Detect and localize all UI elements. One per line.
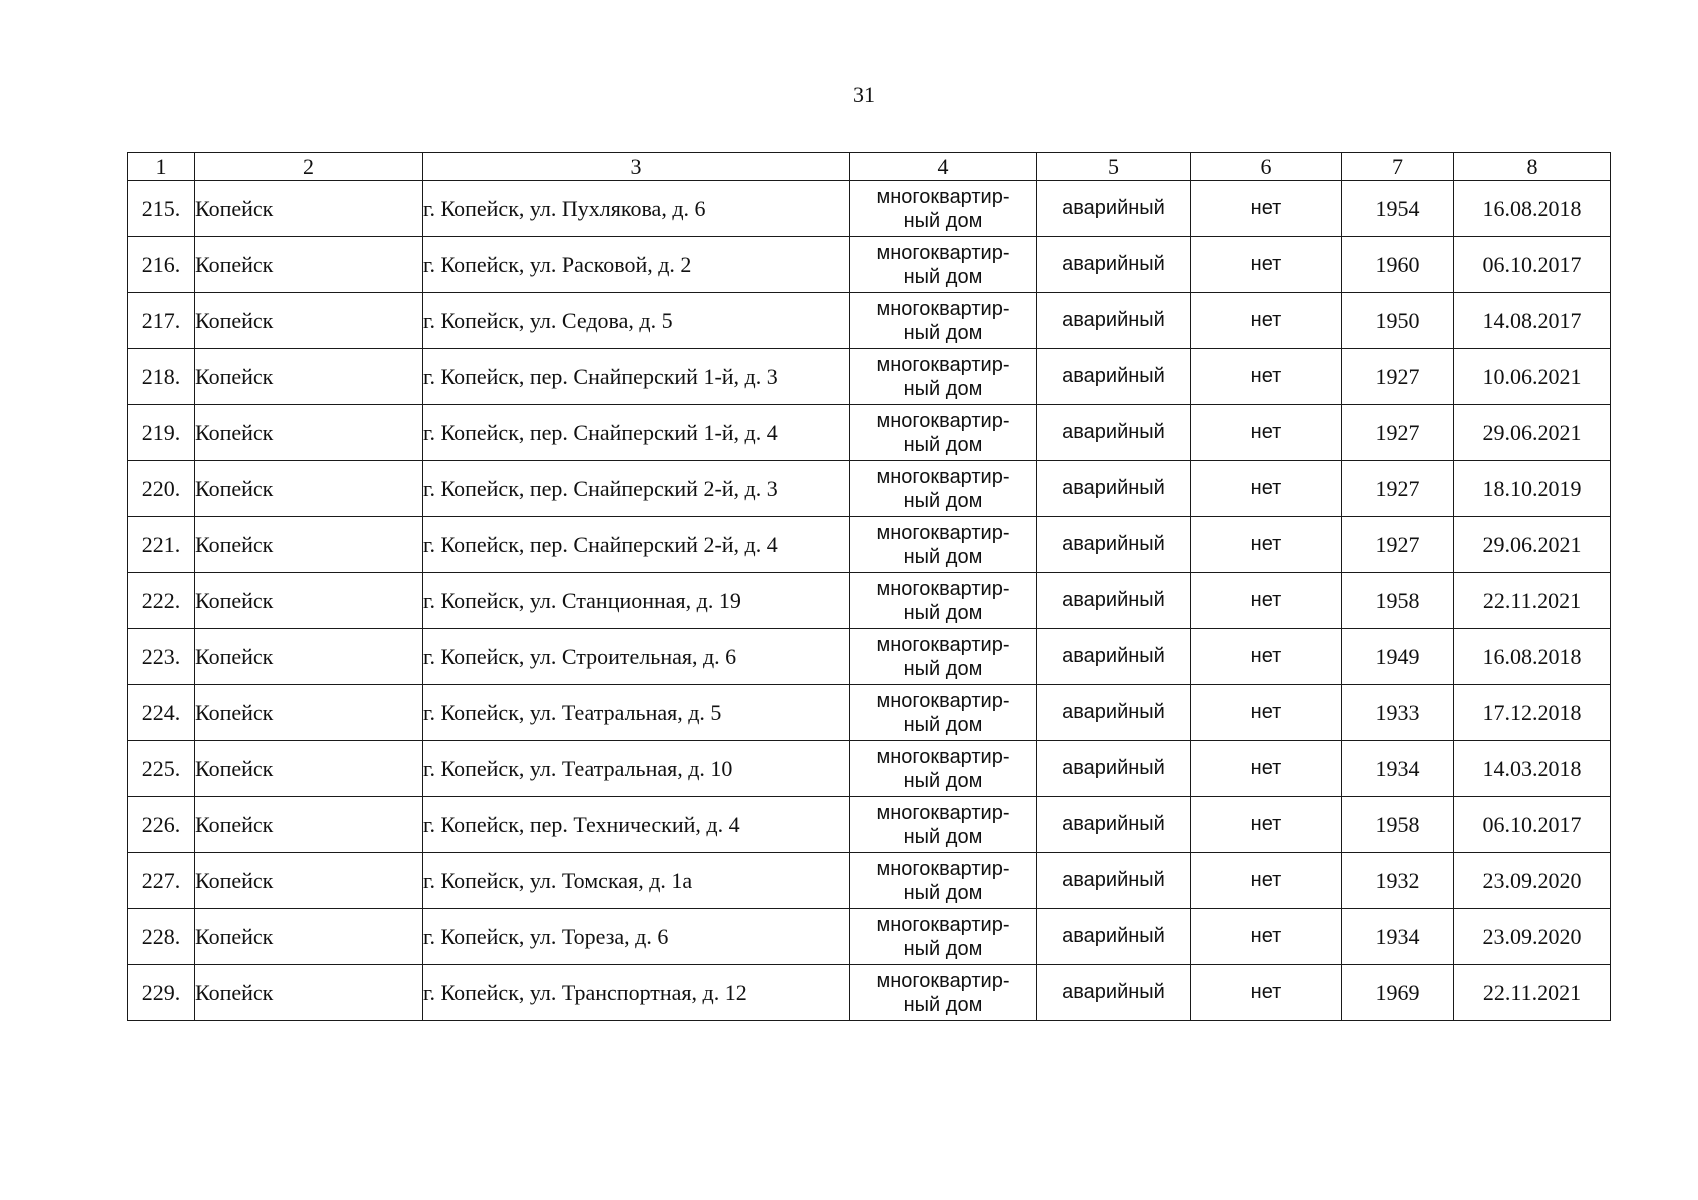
year-cell: 1954	[1342, 181, 1454, 237]
building-type-line: многоквартир-	[876, 857, 1010, 880]
city-cell: Копейск	[195, 965, 423, 1021]
city-cell: Копейск	[195, 909, 423, 965]
city-cell: Копейск	[195, 853, 423, 909]
condition-cell: аварийный	[1037, 293, 1191, 349]
year-cell: 1934	[1342, 741, 1454, 797]
address-cell: г. Копейск, ул. Расковой, д. 2	[423, 237, 850, 293]
building-type-line: многоквартир-	[876, 241, 1010, 264]
condition-cell: аварийный	[1037, 461, 1191, 517]
address-cell: г. Копейск, ул. Станционная, д. 19	[423, 573, 850, 629]
flag-cell: нет	[1191, 909, 1342, 965]
year-cell: 1927	[1342, 349, 1454, 405]
year-cell: 1960	[1342, 237, 1454, 293]
city-cell: Копейск	[195, 685, 423, 741]
flag-cell: нет	[1191, 685, 1342, 741]
building-type-line: ный дом	[903, 321, 983, 344]
address-cell: г. Копейск, пер. Технический, д. 4	[423, 797, 850, 853]
building-type-cell	[850, 181, 1037, 237]
date-cell: 10.06.2021	[1454, 349, 1611, 405]
year-cell: 1934	[1342, 909, 1454, 965]
table-row	[128, 797, 1611, 853]
building-type-line: ный дом	[903, 209, 983, 232]
column-header: 1	[128, 153, 195, 181]
table-row	[128, 909, 1611, 965]
building-type-line: ный дом	[903, 937, 983, 960]
date-cell: 22.11.2021	[1454, 573, 1611, 629]
building-type-cell	[850, 797, 1037, 853]
column-header: 2	[195, 153, 423, 181]
building-type-cell	[850, 741, 1037, 797]
date-cell: 06.10.2017	[1454, 797, 1611, 853]
address-cell: г. Копейск, ул. Седова, д. 5	[423, 293, 850, 349]
column-header: 6	[1191, 153, 1342, 181]
building-type-cell	[850, 461, 1037, 517]
year-cell: 1927	[1342, 405, 1454, 461]
row-number: 224.	[128, 685, 195, 741]
address-cell: г. Копейск, пер. Снайперский 1-й, д. 4	[423, 405, 850, 461]
building-type-line: многоквартир-	[876, 409, 1010, 432]
address-cell: г. Копейск, пер. Снайперский 2-й, д. 4	[423, 517, 850, 573]
date-cell: 18.10.2019	[1454, 461, 1611, 517]
table-row	[128, 965, 1611, 1021]
flag-cell: нет	[1191, 965, 1342, 1021]
address-cell: г. Копейск, ул. Строительная, д. 6	[423, 629, 850, 685]
table-row	[128, 349, 1611, 405]
building-type-line: ный дом	[903, 769, 983, 792]
column-header: 5	[1037, 153, 1191, 181]
building-type-cell	[850, 909, 1037, 965]
table-row	[128, 629, 1611, 685]
flag-cell: нет	[1191, 405, 1342, 461]
building-type-line: многоквартир-	[876, 969, 1010, 992]
building-type-cell	[850, 685, 1037, 741]
building-type-line: многоквартир-	[876, 465, 1010, 488]
page-number: 31	[853, 82, 875, 107]
building-type-line: многоквартир-	[876, 913, 1010, 936]
table-row	[128, 685, 1611, 741]
building-type-line: ный дом	[903, 657, 983, 680]
row-number: 218.	[128, 349, 195, 405]
flag-cell: нет	[1191, 349, 1342, 405]
building-type-line: ный дом	[903, 993, 983, 1016]
table-row	[128, 181, 1611, 237]
condition-cell: аварийный	[1037, 181, 1191, 237]
city-cell: Копейск	[195, 237, 423, 293]
address-cell: г. Копейск, пер. Снайперский 2-й, д. 3	[423, 461, 850, 517]
year-cell: 1927	[1342, 517, 1454, 573]
table-row	[128, 405, 1611, 461]
city-cell: Копейск	[195, 573, 423, 629]
city-cell: Копейск	[195, 517, 423, 573]
table-header	[128, 153, 1611, 181]
condition-cell: аварийный	[1037, 909, 1191, 965]
row-number: 226.	[128, 797, 195, 853]
flag-cell: нет	[1191, 741, 1342, 797]
condition-cell: аварийный	[1037, 573, 1191, 629]
row-number: 220.	[128, 461, 195, 517]
row-number: 219.	[128, 405, 195, 461]
row-number: 216.	[128, 237, 195, 293]
table-row	[128, 573, 1611, 629]
address-cell: г. Копейск, ул. Томская, д. 1а	[423, 853, 850, 909]
city-cell: Копейск	[195, 349, 423, 405]
condition-cell: аварийный	[1037, 741, 1191, 797]
building-type-line: многоквартир-	[876, 353, 1010, 376]
flag-cell: нет	[1191, 293, 1342, 349]
city-cell: Копейск	[195, 405, 423, 461]
row-number: 215.	[128, 181, 195, 237]
city-cell: Копейск	[195, 181, 423, 237]
building-type-line: ный дом	[903, 489, 983, 512]
column-header: 3	[423, 153, 850, 181]
address-cell: г. Копейск, ул. Театральная, д. 10	[423, 741, 850, 797]
date-cell: 16.08.2018	[1454, 181, 1611, 237]
condition-cell: аварийный	[1037, 797, 1191, 853]
table-body	[128, 181, 1611, 1021]
building-type-line: многоквартир-	[876, 577, 1010, 600]
year-cell: 1927	[1342, 461, 1454, 517]
table-row	[128, 517, 1611, 573]
date-cell: 22.11.2021	[1454, 965, 1611, 1021]
date-cell: 29.06.2021	[1454, 517, 1611, 573]
building-type-line: ный дом	[903, 713, 983, 736]
flag-cell: нет	[1191, 629, 1342, 685]
city-cell: Копейск	[195, 629, 423, 685]
address-cell: г. Копейск, ул. Пухлякова, д. 6	[423, 181, 850, 237]
row-number: 225.	[128, 741, 195, 797]
flag-cell: нет	[1191, 797, 1342, 853]
address-cell: г. Копейск, пер. Снайперский 1-й, д. 3	[423, 349, 850, 405]
flag-cell: нет	[1191, 853, 1342, 909]
building-type-cell	[850, 629, 1037, 685]
date-cell: 14.03.2018	[1454, 741, 1611, 797]
table-row	[128, 293, 1611, 349]
row-number: 223.	[128, 629, 195, 685]
flag-cell: нет	[1191, 237, 1342, 293]
building-type-cell	[850, 405, 1037, 461]
column-header: 7	[1342, 153, 1454, 181]
building-type-line: многоквартир-	[876, 745, 1010, 768]
building-type-line: многоквартир-	[876, 633, 1010, 656]
city-cell: Копейск	[195, 461, 423, 517]
flag-cell: нет	[1191, 181, 1342, 237]
condition-cell: аварийный	[1037, 965, 1191, 1021]
building-type-line: ный дом	[903, 601, 983, 624]
column-header: 8	[1454, 153, 1611, 181]
date-cell: 17.12.2018	[1454, 685, 1611, 741]
year-cell: 1958	[1342, 797, 1454, 853]
flag-cell: нет	[1191, 573, 1342, 629]
building-type-cell	[850, 349, 1037, 405]
row-number: 217.	[128, 293, 195, 349]
address-cell: г. Копейск, ул. Театральная, д. 5	[423, 685, 850, 741]
date-cell: 23.09.2020	[1454, 853, 1611, 909]
building-type-line: ный дом	[903, 825, 983, 848]
condition-cell: аварийный	[1037, 349, 1191, 405]
condition-cell: аварийный	[1037, 405, 1191, 461]
year-cell: 1958	[1342, 573, 1454, 629]
row-number: 227.	[128, 853, 195, 909]
building-type-line: многоквартир-	[876, 801, 1010, 824]
condition-cell: аварийный	[1037, 853, 1191, 909]
year-cell: 1969	[1342, 965, 1454, 1021]
condition-cell: аварийный	[1037, 237, 1191, 293]
row-number: 228.	[128, 909, 195, 965]
building-type-line: многоквартир-	[876, 521, 1010, 544]
address-cell: г. Копейск, ул. Транспортная, д. 12	[423, 965, 850, 1021]
building-type-line: многоквартир-	[876, 297, 1010, 320]
table-row	[128, 461, 1611, 517]
city-cell: Копейск	[195, 797, 423, 853]
building-type-cell	[850, 293, 1037, 349]
building-type-line: ный дом	[903, 433, 983, 456]
row-number: 221.	[128, 517, 195, 573]
table-row	[128, 741, 1611, 797]
table-row	[128, 853, 1611, 909]
building-type-line: ный дом	[903, 545, 983, 568]
building-type-line: ный дом	[903, 881, 983, 904]
year-cell: 1933	[1342, 685, 1454, 741]
date-cell: 14.08.2017	[1454, 293, 1611, 349]
building-type-cell	[850, 853, 1037, 909]
city-cell: Копейск	[195, 741, 423, 797]
city-cell: Копейск	[195, 293, 423, 349]
year-cell: 1950	[1342, 293, 1454, 349]
building-type-cell	[850, 965, 1037, 1021]
building-type-cell	[850, 573, 1037, 629]
date-cell: 16.08.2018	[1454, 629, 1611, 685]
year-cell: 1949	[1342, 629, 1454, 685]
condition-cell: аварийный	[1037, 685, 1191, 741]
table-row	[128, 237, 1611, 293]
row-number: 229.	[128, 965, 195, 1021]
year-cell: 1932	[1342, 853, 1454, 909]
address-cell: г. Копейск, ул. Тореза, д. 6	[423, 909, 850, 965]
condition-cell: аварийный	[1037, 629, 1191, 685]
condition-cell: аварийный	[1037, 517, 1191, 573]
building-type-line: многоквартир-	[876, 689, 1010, 712]
building-type-cell	[850, 517, 1037, 573]
date-cell: 29.06.2021	[1454, 405, 1611, 461]
header-row	[128, 153, 1611, 181]
row-number: 222.	[128, 573, 195, 629]
building-type-line: ный дом	[903, 265, 983, 288]
flag-cell: нет	[1191, 517, 1342, 573]
column-header: 4	[850, 153, 1037, 181]
building-type-cell	[850, 237, 1037, 293]
date-cell: 23.09.2020	[1454, 909, 1611, 965]
date-cell: 06.10.2017	[1454, 237, 1611, 293]
building-type-line: ный дом	[903, 377, 983, 400]
housing-registry-table	[127, 152, 1611, 1021]
building-type-line: многоквартир-	[876, 185, 1010, 208]
flag-cell: нет	[1191, 461, 1342, 517]
